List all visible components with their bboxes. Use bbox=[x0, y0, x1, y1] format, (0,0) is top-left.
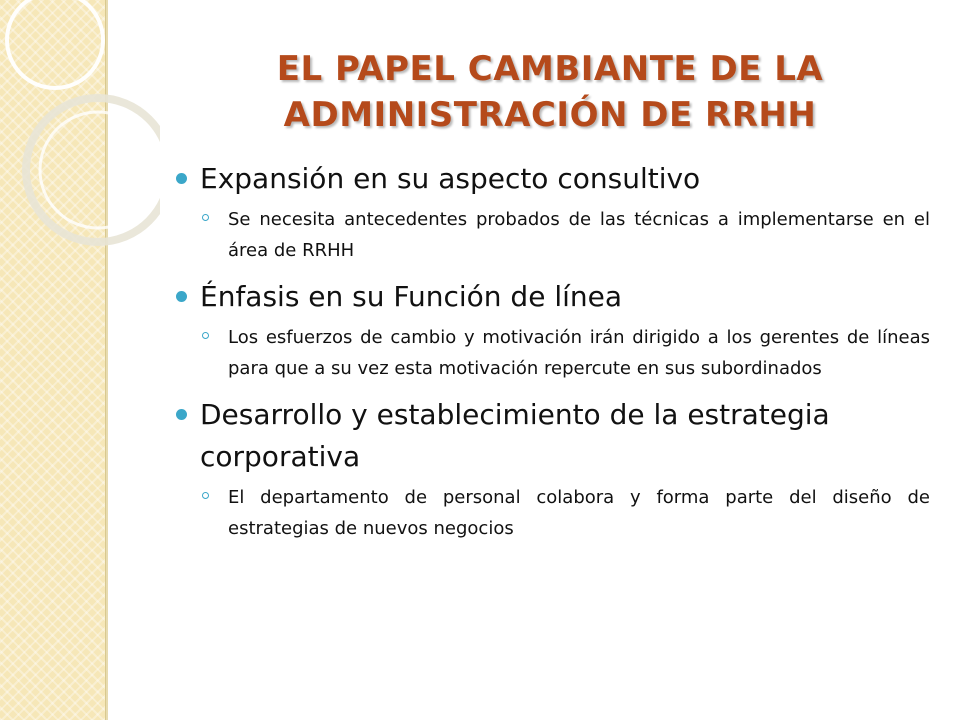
bullet-dot-icon bbox=[176, 291, 187, 302]
bullet-list bbox=[176, 158, 930, 554]
sub-bullet-funcion-linea bbox=[176, 322, 930, 384]
sub-bullet-consultivo bbox=[176, 204, 930, 266]
sub-bullet-text: El departamento de personal colabora y forma parte del diseño de estrategias de nuevos negocios bbox=[228, 487, 930, 539]
bullet-heading: Énfasis en su Función de línea bbox=[200, 280, 623, 313]
decorative-circle-top bbox=[7, 0, 103, 88]
bullet-item-consultivo bbox=[176, 158, 930, 200]
bullet-item-funcion-linea bbox=[176, 276, 930, 318]
sub-bullet-ring-icon bbox=[202, 492, 209, 499]
sub-bullet-text: Los esfuerzos de cambio y motivación irán dirigido a los gerentes de líneas para que a su vez esta motivación repercute en sus subordinados bbox=[228, 327, 930, 379]
decorative-circle-inner bbox=[40, 112, 156, 228]
sub-bullet-estrategia bbox=[176, 482, 930, 544]
bullet-item-estrategia bbox=[176, 394, 930, 478]
bullet-dot-icon bbox=[176, 173, 187, 184]
bullet-dot-icon bbox=[176, 409, 187, 420]
slide-title: EL PAPEL CAMBIANTE DE LA ADMINISTRACIÓN DE RRHH bbox=[276, 49, 824, 135]
bullet-heading: Desarrollo y establecimiento de la estrategia corporativa bbox=[200, 398, 830, 473]
sub-bullet-text: Se necesita antecedentes probados de las técnicas a implementarse en el área de RRHH bbox=[228, 209, 930, 261]
decorative-circle-large bbox=[26, 98, 160, 242]
bullet-heading: Expansión en su aspecto consultivo bbox=[200, 162, 701, 195]
sub-bullet-ring-icon bbox=[202, 332, 209, 339]
sub-bullet-ring-icon bbox=[202, 214, 209, 221]
decorative-circles bbox=[0, 0, 160, 300]
